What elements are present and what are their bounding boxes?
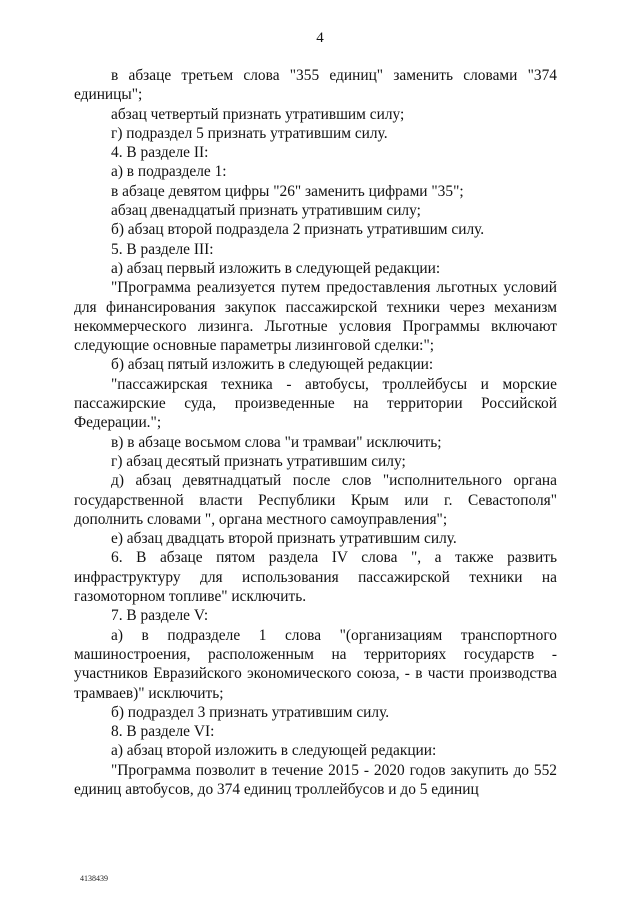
paragraph: "Программа реализуется путем предоставления льготных условий для финансирования закупок пассажирской техники через механизм некоммерческого лизинга. Льготные условия Программы включают следующие основные параметры лизинговой сделки:"; [74,279,557,355]
paragraph: в) в абзаце восьмом слова "и трамваи" исключить; [111,433,442,451]
paragraph: а) в подразделе 1: [111,163,227,181]
paragraph: г) подраздел 5 признать утратившим силу. [111,124,388,142]
document-body [74,66,557,799]
paragraph: г) абзац десятый признать утратившим силу; [111,452,406,470]
paragraph: 5. В разделе III: [111,240,214,258]
paragraph: "пассажирская техника - автобусы, троллейбусы и морские пассажирские суда, произведенные на территории Российской Федерации."; [74,375,557,432]
paragraph: а) абзац второй изложить в следующей редакции: [111,742,437,760]
paragraph: 6. В абзаце пятом раздела IV слова ", а также развить инфраструктуру для использования пассажирской техники на газомоторном топливе" исключить. [74,549,557,606]
paragraph: абзац двенадцатый признать утратившим силу; [111,202,421,220]
paragraph: д) абзац девятнадцатый после слов "исполнительного органа государственной власти Республики Крым или г. Севастополя" дополнить словами ", органа местного самоуправления"; [74,472,557,528]
paragraph: б) абзац второй подраздела 2 признать утратившим силу. [111,221,485,239]
paragraph: а) абзац первый изложить в следующей редакции: [111,259,441,277]
paragraph: б) абзац пятый изложить в следующей редакции: [111,356,434,374]
paragraph: е) абзац двадцать второй признать утратившим силу. [111,530,457,548]
paragraph: б) подраздел 3 признать утратившим силу. [111,703,390,721]
paragraph: в абзаце девятом цифры "26" заменить цифрами "35"; [111,182,464,200]
paragraph: 7. В разделе V: [111,607,209,625]
paragraph: 8. В разделе VI: [111,723,215,741]
paragraph: "Программа позволит в течение 2015 - 2020 годов закупить до 552 единиц автобусов, до 374 единиц троллейбусов и до 5 единиц [74,761,557,798]
page-number: 4 [316,30,324,46]
footer-document-code: 4138439 [80,874,108,883]
paragraph: 4. В разделе II: [111,144,209,162]
paragraph: в абзаце третьем слова "355 единиц" заменить словами "374 единицы"; [74,67,557,104]
paragraph: а) в подразделе 1 слова "(организациям транспортного машиностроения, расположенным на территориях государств - участников Евразийского экономического союза, - в части производства трамваев)" исключить; [74,626,557,702]
paragraph: абзац четвертый признать утратившим силу; [111,105,405,123]
